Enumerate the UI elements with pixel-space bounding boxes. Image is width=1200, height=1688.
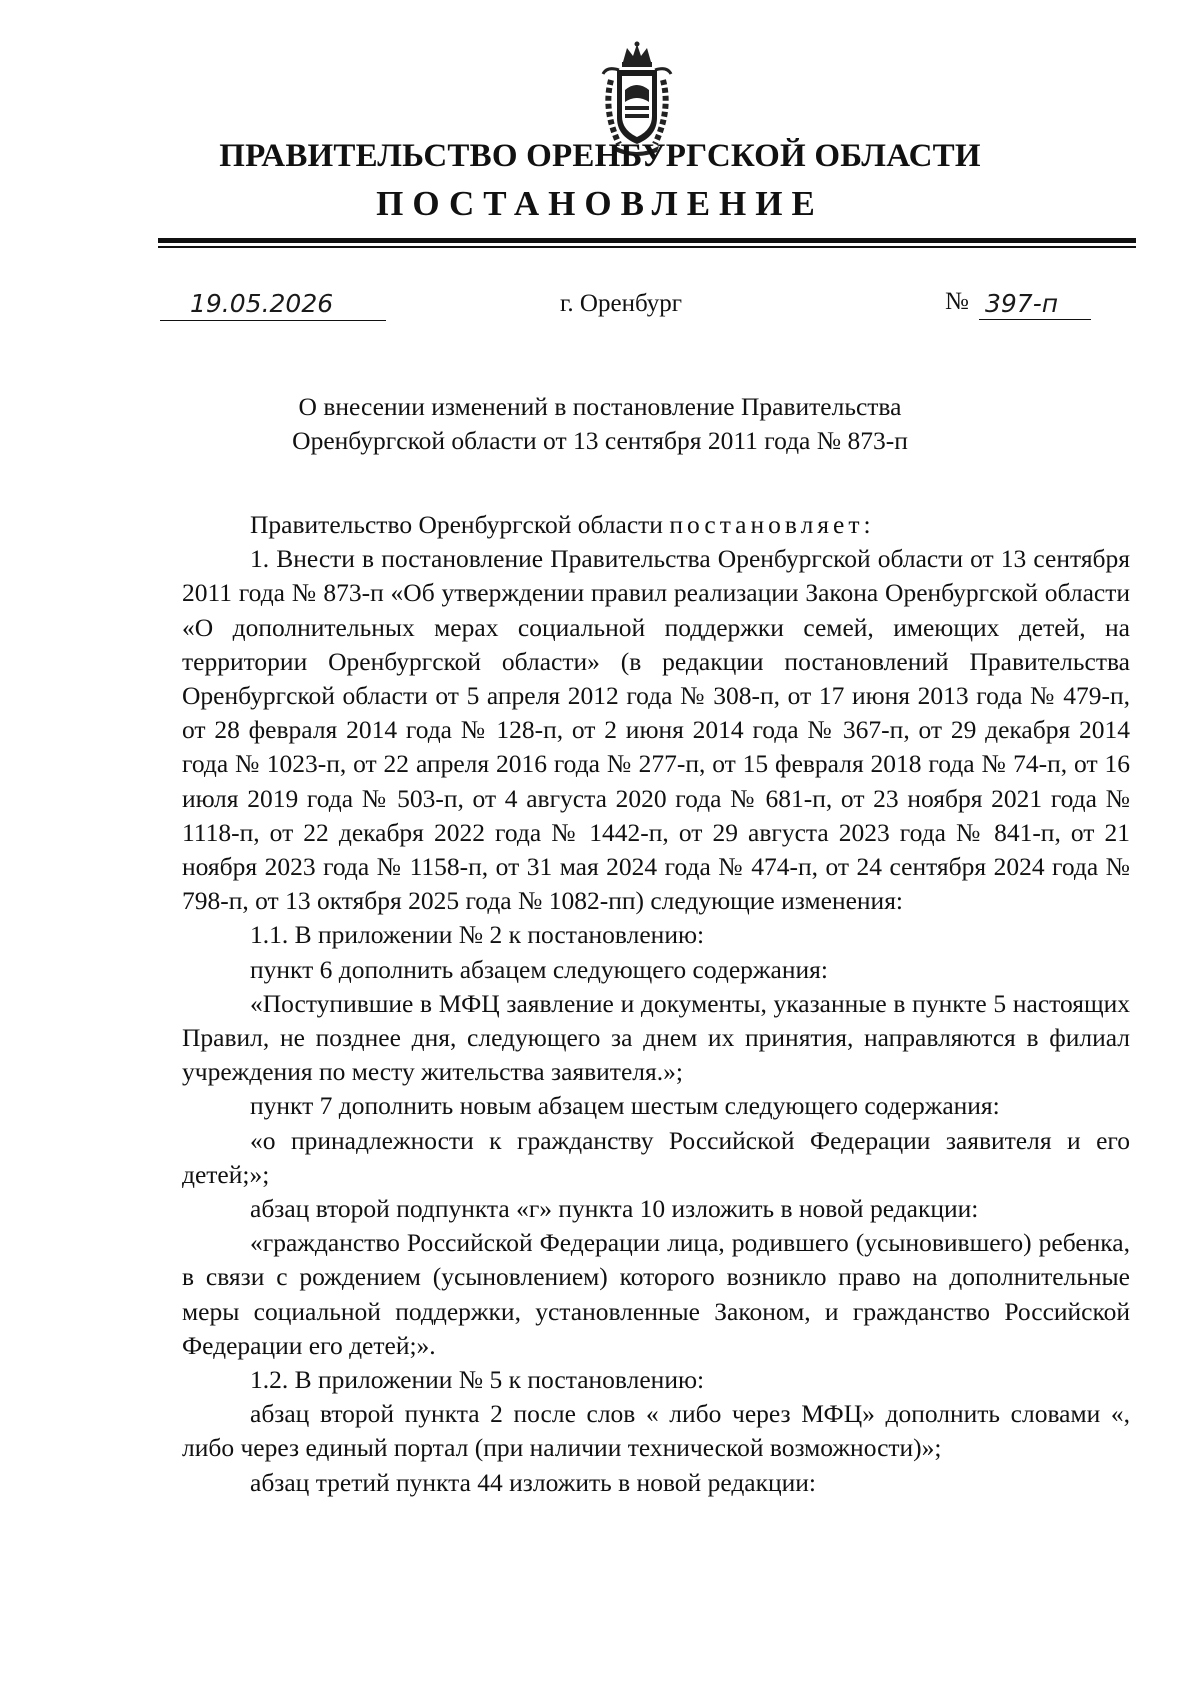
body-paragraph: абзац третий пункта 44 изложить в новой редакции: <box>250 1467 817 1497</box>
city-label: г. Оренбург <box>560 290 682 317</box>
document-body <box>182 508 1130 1500</box>
document-number: 397-п <box>985 289 1059 318</box>
header-rule-thin <box>158 246 1136 248</box>
body-paragraph: «гражданство Российской Федерации лица, родившего (усыновившего) ребенка, в связи с рождением (усыновлением) которого возникло право на дополнительные меры социальной поддержки, установленные Законом, и гражданство Российской Федерации его детей;». <box>182 1228 1130 1360</box>
body-paragraph: пункт 7 дополнить новым абзацем шестым следующего содержания: <box>250 1091 1000 1121</box>
document-date: 19.05.2026 <box>190 289 334 318</box>
date-field <box>160 286 386 321</box>
number-sign: № <box>945 288 969 315</box>
subject-line-2: Оренбургской области от 13 сентября 2011 года № 873-п <box>292 426 908 455</box>
document-subject <box>0 390 1200 458</box>
decree-lead: Правительство Оренбургской области <box>250 510 663 539</box>
government-title: ПРАВИТЕЛЬСТВО ОРЕНБУРГСКОЙ ОБЛАСТИ <box>219 138 981 174</box>
number-underline <box>979 319 1091 321</box>
subject-line-1: О внесении изменений в постановление Правительства <box>298 392 902 421</box>
decree-verb: постановляет: <box>669 510 875 539</box>
body-paragraph: 1. Внести в постановление Правительства Оренбургской области от 13 сентября 2011 года № 873-п «Об утверждении правил реализации Закона Оренбургской области «О дополнительных мерах социальной поддержки семей, имеющих детей, на территории Оренбургской области» (в редакции постановлений Правительства Оренбургской области от 5 апреля 2012 года № 308-п, от 17 июня 2013 года № 479-п, от 28 февраля 2014 года № 128-п, от 2 июня 2014 года № 367-п, от 29 декабря 2014 года № 1023-п, от 22 апреля 2016 года № 277-п, от 15 февраля 2018 года № 74-п, от 16 июля 2019 года № 503-п, от 4 августа 2020 года № 681-п, от 23 ноября 2021 года № 1118-п, от 22 декабря 2022 года № 1442-п, от 29 августа 2023 года № 841-п, от 21 ноября 2023 года № 1158-п, от 31 мая 2024 года № 474-п, от 24 сентября 2024 года № 798-п, от 13 октября 2025 года № 1082-пп) следующие изменения: <box>182 544 1130 916</box>
body-paragraph: 1.2. В приложении № 5 к постановлению: <box>250 1365 705 1395</box>
number-field <box>945 286 1091 320</box>
body-paragraph: 1.1. В приложении № 2 к постановлению: <box>250 920 705 950</box>
body-paragraph: пункт 6 дополнить абзацем следующего содержания: <box>250 954 828 984</box>
body-paragraph: «о принадлежности к гражданству Российской Федерации заявителя и его детей;»; <box>182 1125 1130 1189</box>
body-paragraph: абзац второй подпункта «г» пункта 10 изложить в новой редакции: <box>250 1194 979 1224</box>
decree-lead-paragraph <box>182 508 1130 542</box>
header-rule-thick <box>158 238 1136 243</box>
body-paragraph: абзац второй пункта 2 после слов « либо через МФЦ» дополнить словами «, либо через единый портал (при наличии технической возможности)»; <box>182 1399 1130 1463</box>
document-type-title: ПОСТАНОВЛЕНИЕ <box>376 184 824 223</box>
body-paragraph: «Поступившие в МФЦ заявление и документы, указанные в пункте 5 настоящих Правил, не позднее дня, следующего за днем их принятия, направляются в филиал учреждения по месту жительства заявителя.»; <box>182 988 1130 1087</box>
